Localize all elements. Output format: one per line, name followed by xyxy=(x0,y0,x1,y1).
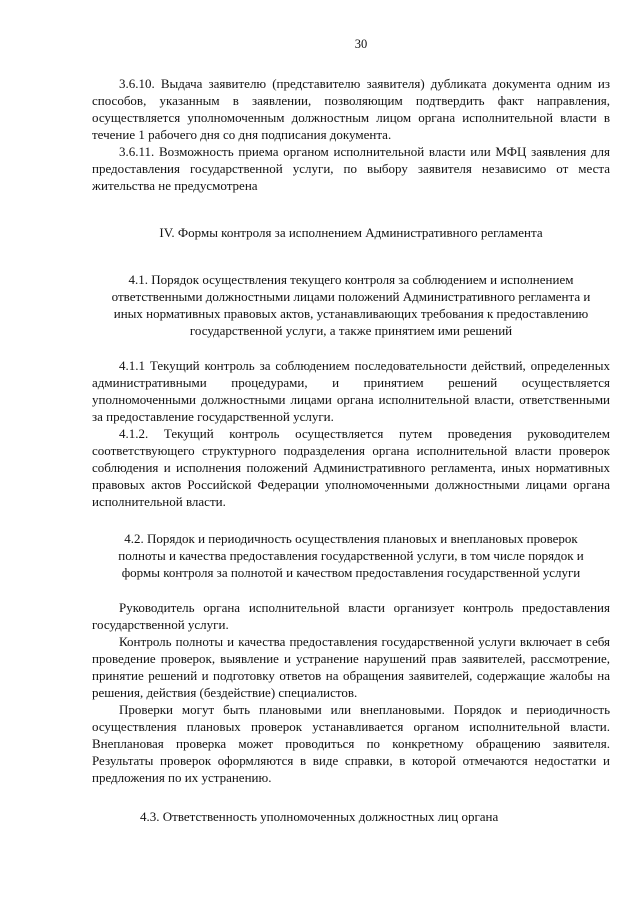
paragraph-4-2-a: Руководитель органа исполнительной власти организует контроль предоставления государственной услуги. xyxy=(92,600,610,632)
paragraph-4-1-1: 4.1.1 Текущий контроль за соблюдением последовательности действий, определенных административными процедурами, и принятием решений осуществляется уполномоченными должностными лицами органа исполнительной власти, ответственными за предоставление государственной услуги. xyxy=(92,358,610,424)
page-number: 30 xyxy=(354,37,368,51)
paragraph-3-6-11: 3.6.11. Возможность приема органом исполнительной власти или МФЦ заявления для предоставления государственной услуги, по выбору заявителя независимо от места жительства не предусмотрена xyxy=(92,144,610,193)
paragraph-4-2-b: Контроль полноты и качества предоставления государственной услуги включает в себя проведение проверок, выявление и устранение нарушений прав заявителей, рассмотрение, принятие решений и подготовку ответов на обращения заявителей, содержащие жалобы на решения, действия (бездействие) специалистов. xyxy=(92,634,610,700)
subsection-4-2-heading: 4.2. Порядок и периодичность осуществления плановых и внеплановых проверок полноты и качества предоставления государственной услуги, в том числе порядок и формы контроля за полнотой и качеством предоставления государственной услуги xyxy=(118,531,584,580)
paragraph-3-6-10: 3.6.10. Выдача заявителю (представителю заявителя) дубликата документа одним из способов, указанным в заявлении, позволяющим подтвердить факт направления, осуществляется уполномоченным должностным лицом органа исполнительной власти в течение 1 рабочего дня со дня подписания документа. xyxy=(92,76,610,142)
subsection-4-1-heading: 4.1. Порядок осуществления текущего контроля за соблюдением и исполнением ответственными должностными лицами положений Административного регламента и иных нормативных правовых актов, устанавливающих требования к предоставлению государственной услуги, а также принятием ими решений xyxy=(111,272,591,338)
paragraph-4-2-c: Проверки могут быть плановыми или внеплановыми. Порядок и периодичность осуществления плановых проверок устанавливается органом исполнительной власти. Внеплановая проверка может проводиться по конкретному обращению заявителя. Результаты проверок оформляются в виде справки, в которой отмечаются недостатки и предложения по их устранению. xyxy=(92,702,610,785)
subsection-4-3-heading: 4.3. Ответственность уполномоченных должностных лиц органа xyxy=(140,809,499,824)
section-iv-heading: IV. Формы контроля за исполнением Административного регламента xyxy=(159,225,543,240)
paragraph-4-1-2: 4.1.2. Текущий контроль осуществляется путем проведения руководителем соответствующего структурного подразделения органа исполнительной власти проверок соблюдения и исполнения положений Административного регламента, иных нормативных правовых актов Российской Федерации уполномоченными должностными лицами органа исполнительной власти. xyxy=(92,426,610,509)
